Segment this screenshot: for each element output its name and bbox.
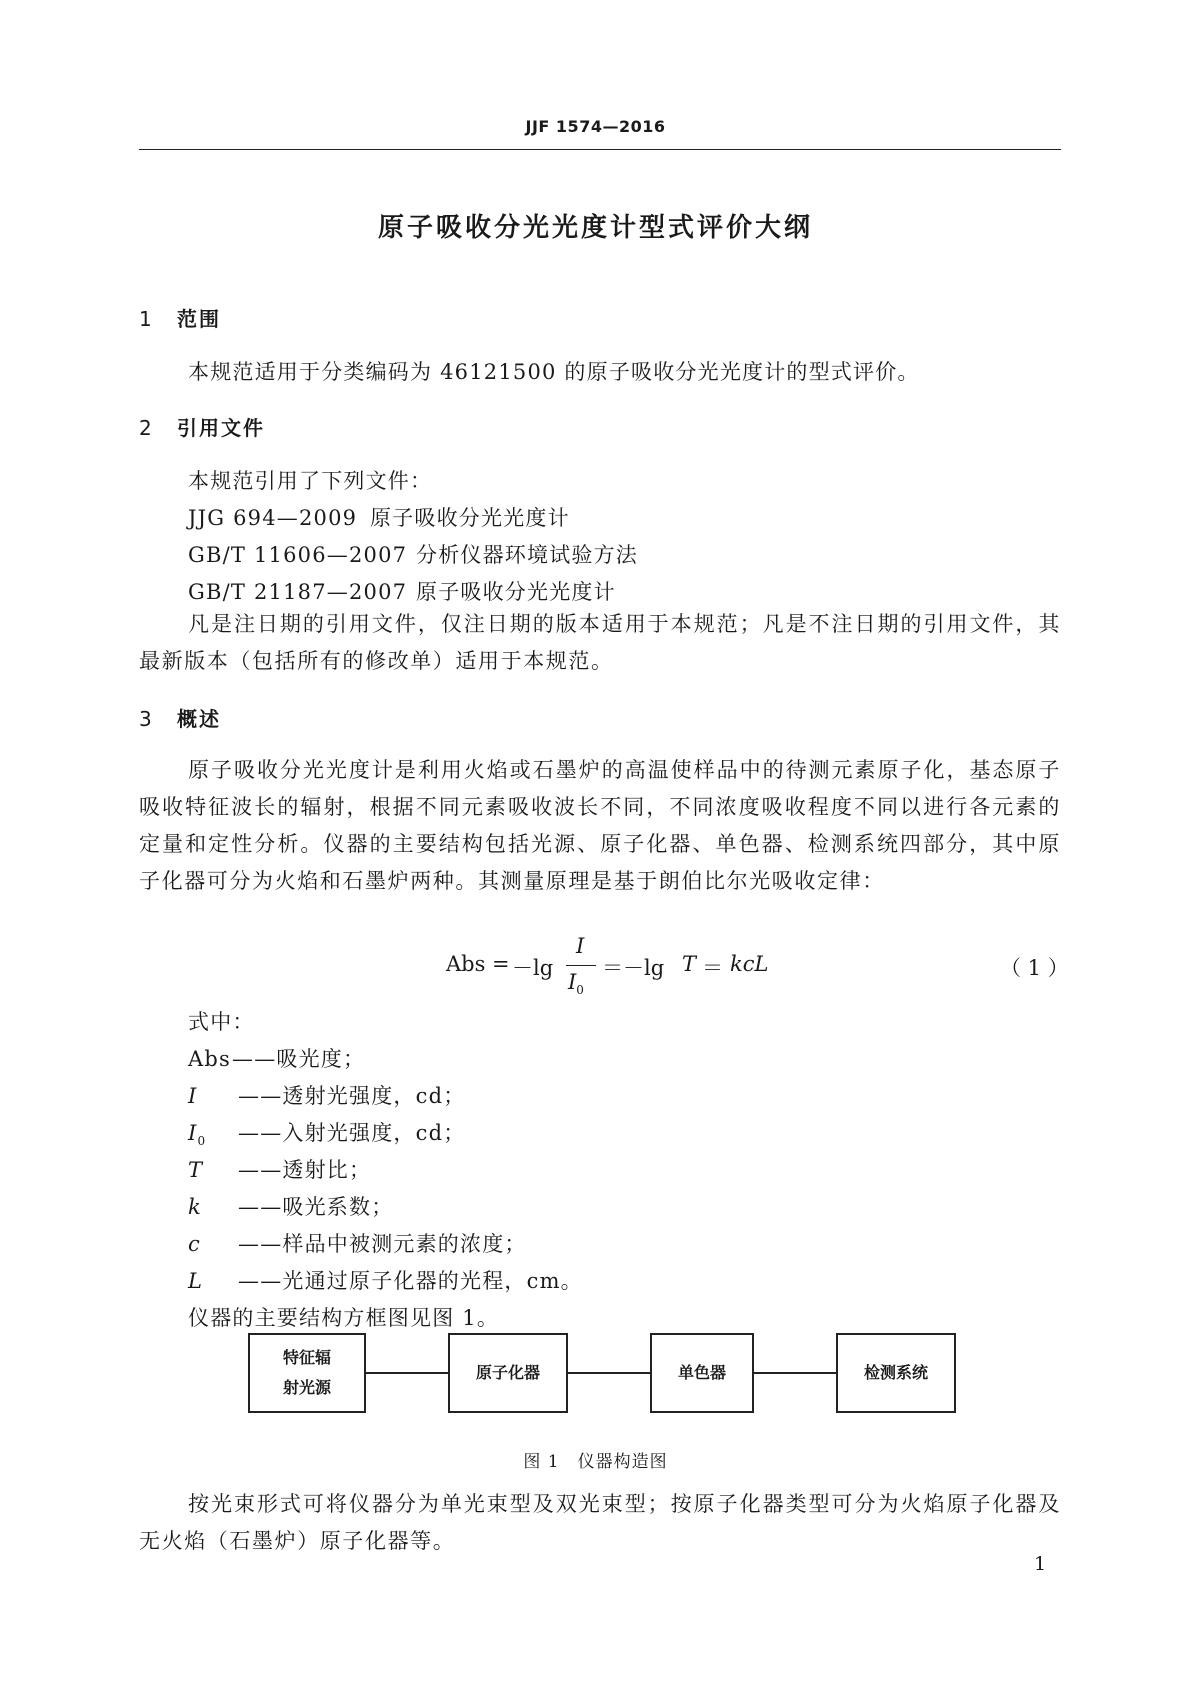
header-rule [139, 149, 1061, 150]
section-number: 3 [139, 707, 154, 731]
definition-symbol: L [188, 1269, 204, 1293]
definition-text: 吸光系数； [282, 1195, 394, 1219]
definition-item [188, 1191, 393, 1221]
page-number: 1 [1034, 1553, 1047, 1575]
reference-title: 原子吸收分光光度计 [370, 506, 570, 530]
closing-paragraph: 按光束形式可将仪器分为单光束型及双光束型；按原子化器类型可分为火焰原子化器及无火焰（石墨炉）原子化器等。 [139, 1492, 1061, 1553]
equation-t: T [682, 952, 697, 976]
equation-lhs: Abs [446, 952, 486, 976]
fraction-bar [566, 965, 596, 966]
reference-title: 原子吸收分光光度计 [416, 580, 616, 604]
section-number: 2 [139, 416, 154, 440]
definition-text: 光通过原子化器的光程，cm。 [282, 1269, 583, 1293]
definition-dash: —— [238, 1158, 283, 1182]
section-3-heading [139, 703, 221, 732]
definition-dash: —— [238, 1195, 283, 1219]
where-label: 式中： [188, 1010, 255, 1034]
equation-minus-lg: －lg [512, 956, 554, 980]
equation [446, 934, 769, 1006]
definition-text: 入射光强度，cd； [282, 1121, 466, 1145]
equation-equals-2: ＝ [702, 956, 723, 980]
diagram-connector [366, 1372, 448, 1374]
section-title: 范围 [177, 307, 221, 331]
definition-item [188, 1228, 527, 1258]
section-2-heading [139, 412, 265, 441]
diagram-box-monochromator: 单色器 [650, 1333, 754, 1413]
reference-title: 分析仪器环境试验方法 [416, 543, 638, 567]
fraction-numerator: I [576, 934, 585, 958]
reference-item [188, 539, 638, 569]
definition-item [188, 1265, 583, 1295]
definition-symbol: T [188, 1158, 204, 1182]
diagram-connector [568, 1372, 650, 1374]
definition-dash: —— [238, 1121, 283, 1145]
overview-paragraph: 原子吸收分光光度计是利用火焰或石墨炉的高温使样品中的待测元素原子化，基态原子吸收特征波长的辐射，根据不同元素吸收波长不同，不同浓度吸收程度不同以进行各元素的定量和定性分析。仪器的主要结构包括光源、原子化器、单色器、检测系统四部分，其中原子化器可分为火焰和石墨炉两种。其测量原理是基于朗伯比尔光吸收定律： [139, 758, 1061, 893]
definition-dash: —— [238, 1269, 283, 1293]
definition-text: 透射光强度，cd； [282, 1084, 466, 1108]
reference-code: GB/T 21187—2007 [188, 580, 408, 604]
definition-text: 样品中被测元素的浓度； [282, 1232, 527, 1256]
diagram-box-light-source: 特征辐 射光源 [248, 1333, 366, 1413]
running-header: JJF 1574—2016 [525, 117, 666, 136]
definition-text: 吸光度； [276, 1047, 366, 1071]
diagram-box-detection-system: 检测系统 [836, 1333, 956, 1413]
equation-rhs: kcL [730, 952, 769, 976]
reference-item [188, 502, 570, 532]
section-1-heading [139, 303, 221, 332]
scope-text: 本规范适用于分类编码为 46121500 的原子吸收分光光度计的型式评价。 [188, 360, 920, 384]
equation-number: （ 1 ） [1000, 956, 1069, 980]
equation-equals: = [492, 952, 510, 976]
definition-item [188, 1080, 465, 1110]
reference-code: JJG 694—2009 [188, 506, 358, 530]
figure-caption: 图 1 仪器构造图 [523, 1452, 668, 1472]
figure-reference: 仪器的主要结构方框图见图 1。 [188, 1306, 500, 1330]
definition-symbol: I [188, 1084, 198, 1108]
reference-code: GB/T 11606—2007 [188, 543, 408, 567]
definition-symbol: k [188, 1195, 202, 1219]
definition-symbol: c [188, 1232, 201, 1256]
diagram-box-atomizer: 原子化器 [448, 1333, 568, 1413]
definition-item [188, 1043, 365, 1073]
definition-item [188, 1154, 371, 1184]
definition-symbol: $I_0$ [188, 1121, 207, 1149]
definition-text: 透射比； [282, 1158, 372, 1182]
section-number: 1 [139, 307, 154, 331]
reference-item [188, 576, 616, 606]
fraction-denominator: $I_0$ [568, 970, 584, 998]
definition-dash: —— [238, 1084, 283, 1108]
definition-dash: —— [238, 1232, 283, 1256]
section-title: 概述 [177, 707, 221, 731]
definition-item [188, 1117, 465, 1148]
definition-dash: —— [232, 1047, 277, 1071]
references-intro: 本规范引用了下列文件： [188, 469, 433, 493]
section-title: 引用文件 [177, 416, 265, 440]
equation-middle: ＝－lg [602, 956, 665, 980]
diagram-connector [754, 1372, 836, 1374]
definition-symbol: Abs [188, 1047, 231, 1071]
references-note: 凡是注日期的引用文件，仅注日期的版本适用于本规范；凡是不注日期的引用文件，其最新版本（包括所有的修改单）适用于本规范。 [139, 612, 1061, 673]
document-title: 原子吸收分光光度计型式评价大纲 [377, 213, 813, 243]
